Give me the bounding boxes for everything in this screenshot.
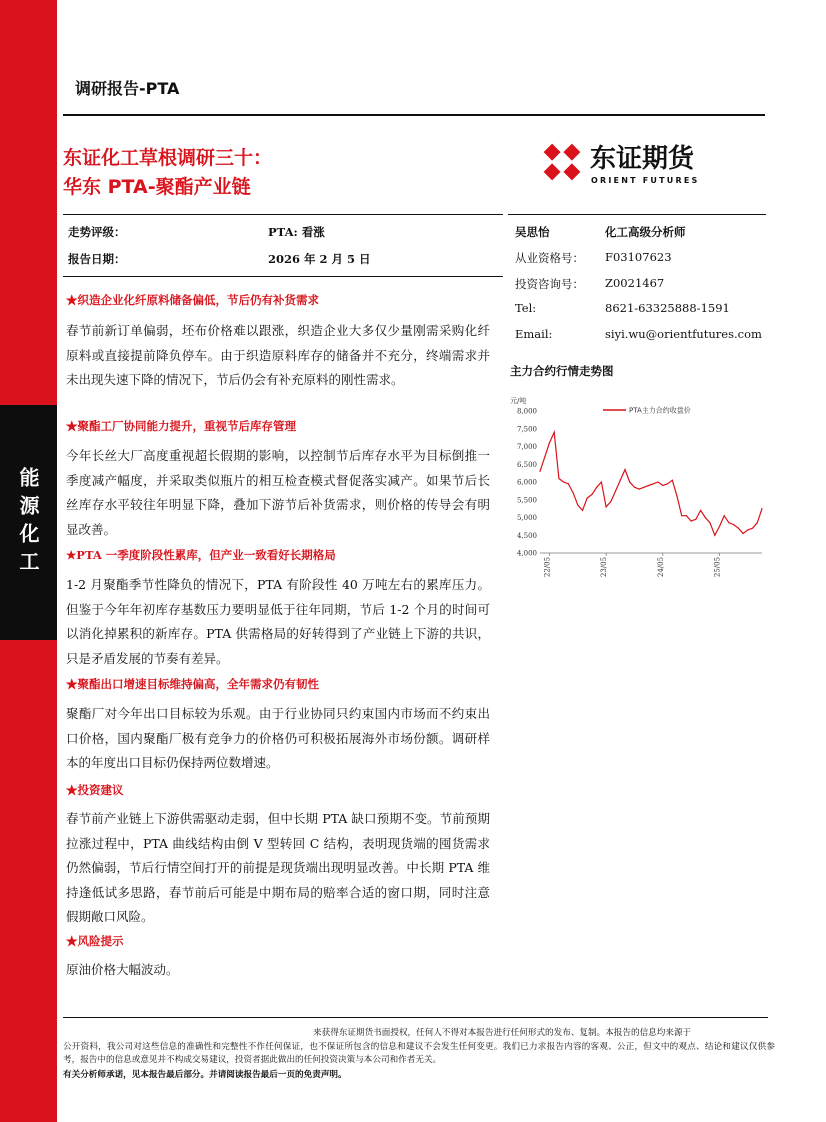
- section-heading: ★投资建议: [66, 783, 124, 797]
- price-point: [733, 524, 734, 525]
- analyst-title: 化工高级分析师: [605, 225, 686, 239]
- price-point: [724, 515, 725, 516]
- analyst-info-value: F03107623: [605, 250, 672, 264]
- report-type: 调研报告-PTA: [75, 79, 180, 98]
- price-point: [709, 522, 710, 523]
- y-tick-label: 6,000: [516, 478, 537, 487]
- price-point: [582, 510, 583, 511]
- date-label: 报告日期：: [68, 252, 126, 266]
- report-title: [63, 144, 272, 202]
- section-body: 聚酯厂对今年出口目标较为乐观。由于行业协同只约束国内市场而不约束出口价格，国内聚酯厂极有竞争力的价格仍可积极拓展海外市场份额。调研样本的年度出口目标仍保持两位数增速。: [66, 706, 490, 770]
- meta-divider-bottom: [63, 276, 503, 277]
- price-point: [686, 515, 687, 516]
- sector-label: 能源化工: [16, 466, 40, 579]
- price-point: [653, 483, 654, 484]
- section-heading: ★织造企业化纤原料储备偏低，节后仍有补货需求: [66, 293, 319, 307]
- y-tick-label: 4,500: [516, 531, 537, 540]
- logo-mark-icon: [538, 138, 728, 188]
- report-title-line1: 东证化工草根调研三十：: [63, 147, 273, 169]
- price-point: [667, 483, 668, 484]
- price-point: [639, 489, 640, 490]
- section-heading: ★风险提示: [66, 934, 124, 948]
- y-tick-label: 4,000: [516, 549, 537, 558]
- rating-label: 走势评级：: [68, 225, 126, 239]
- price-point: [728, 522, 729, 523]
- meta-divider-top: [63, 214, 503, 215]
- price-point: [752, 528, 753, 529]
- price-point: [606, 506, 607, 507]
- price-point: [601, 481, 602, 482]
- price-point: [743, 533, 744, 534]
- price-point: [610, 501, 611, 502]
- price-point: [544, 457, 545, 458]
- price-point: [695, 519, 696, 520]
- analyst-info-label: 投资咨询号：: [515, 277, 584, 291]
- analyst-info-label: Tel:: [515, 301, 537, 315]
- price-chart: [508, 393, 770, 589]
- rating-value: PTA: 看涨: [268, 225, 325, 239]
- x-tick-label: 25/05: [713, 556, 722, 578]
- y-tick-label: 7,000: [516, 443, 537, 451]
- report-title-line2: 华东 PTA-聚酯产业链: [63, 176, 251, 198]
- y-tick-label: 5,000: [516, 514, 537, 522]
- analyst-divider-top: [508, 214, 766, 215]
- chart-title: 主力合约行情走势图: [510, 364, 614, 378]
- price-point: [558, 478, 559, 479]
- logo-en-text: ORIENT FUTURES: [591, 176, 700, 185]
- analyst-email[interactable]: siyi.wu@orientfutures.com: [605, 327, 762, 341]
- price-point: [657, 481, 658, 482]
- price-point: [738, 528, 739, 529]
- y-tick-label: 6,500: [516, 460, 537, 469]
- section-body: 原油价格大幅波动。: [66, 962, 179, 977]
- pta-price-line: [540, 432, 762, 535]
- footer-divider: [63, 1017, 768, 1018]
- sector-band: [0, 405, 57, 640]
- analyst-info-value: 8621-63325888-1591: [605, 301, 730, 315]
- price-point: [539, 471, 540, 472]
- section-body: 春节前产业链上下游供需驱动走弱，但中长期 PTA 缺口预期不变。节前预期拉涨过程中，PTA 曲线结构由倒 V 型转回 C 结构，表明现货端的囤货需求仍然偏弱，节后行情空间打开的前提是现货端出现明显改善。中长期 PTA 维持逢低试多思路，春节前后可能是中期布局的赔率合适的窗口期，同时注意假期敞口风险。: [66, 811, 490, 924]
- x-tick-label: 22/05: [543, 556, 552, 578]
- section-body: 春节前新订单偏弱，坯布价格难以跟涨，织造企业大多仅少量刚需采购化纤原料或直接提前降负停车。由于织造原料库存的储备并不充分，终端需求并未出现失速下降的情况下，节后仍会有补充原料的刚性需求。: [66, 323, 490, 387]
- section-heading: ★聚酯工厂协同能力提升，重视节后库存管理: [66, 419, 296, 433]
- price-point: [572, 492, 573, 493]
- price-point: [587, 497, 588, 498]
- price-point: [757, 522, 758, 523]
- disclaimer: [63, 1027, 775, 1068]
- price-point: [676, 496, 677, 497]
- price-point: [591, 494, 592, 495]
- price-point: [681, 515, 682, 516]
- section-heading: ★聚酯出口增速目标维持偏高，全年需求仍有韧性: [66, 677, 319, 691]
- price-point: [624, 469, 625, 470]
- section-heading: ★PTA 一季度阶段性累库，但产业一致看好长期格局: [66, 548, 336, 562]
- analyst-info-label: Email:: [515, 327, 553, 341]
- price-point: [563, 481, 564, 482]
- price-point: [672, 480, 673, 481]
- price-point: [629, 481, 630, 482]
- analyst-info-label: 从业资格号：: [515, 251, 584, 265]
- header-divider-left: [63, 114, 503, 116]
- section-body: 今年长丝大厂高度重视超长假期的影响，以控制节后库存水平为目标倒推一季度减产幅度，并采取类似瓶片的相互检查模式督促落实减产。如果节后长丝库存水平较往年明显下降，叠加下游节后补货需求，则价格的传导会有明显改善。: [66, 448, 490, 537]
- price-point: [596, 487, 597, 488]
- y-tick-label: 8,000: [516, 407, 537, 416]
- price-point: [568, 483, 569, 484]
- analyst-info-value: Z0021467: [605, 276, 665, 290]
- analyst-commitment-note: 有关分析师承诺，见本报告最后部分。并请阅读报告最后一页的免责声明。: [63, 1070, 347, 1080]
- company-logo: [538, 138, 728, 188]
- price-point: [761, 508, 762, 509]
- price-point: [620, 480, 621, 481]
- price-point: [549, 442, 550, 443]
- header-divider-right: [500, 114, 765, 116]
- analyst-name: 吴思怡: [515, 225, 550, 239]
- logo-cn-text: 东证期货: [590, 144, 695, 174]
- price-point: [554, 432, 555, 433]
- price-point: [615, 490, 616, 491]
- y-tick-label: 5,500: [516, 496, 537, 505]
- disclaimer-rest: 公开资料，我公司对这些信息的准确性和完整性不作任何保证，也不保证所包含的信息和建议不会发生任何变更。我们已力求报告内容的客观、公正，但文中的观点、结论和建议仅供参考，报告中的信息或意见并不构成交易建议，投资者据此做出的任何投资决策与本公司和作者无关。: [63, 1041, 775, 1065]
- price-point: [719, 526, 720, 527]
- legend-label: PTA主力合约收盘价: [629, 406, 691, 415]
- price-point: [643, 487, 644, 488]
- price-point: [747, 529, 748, 530]
- price-point: [634, 487, 635, 488]
- disclaimer-first: 来获得东证期货书面授权，任何人不得对本报告进行任何形式的发布、复制。本报告的信息均来源于: [313, 1028, 692, 1038]
- price-point: [700, 510, 701, 511]
- price-chart-svg: [508, 393, 770, 589]
- price-point: [577, 504, 578, 505]
- x-tick-label: 23/05: [600, 556, 609, 578]
- price-point: [705, 517, 706, 518]
- price-point: [662, 485, 663, 486]
- section-body: 1-2 月聚酯季节性降负的情况下，PTA 有阶段性 40 万吨左右的累库压力。但鉴于今年年初库存基数压力要明显低于往年同期，节后 1-2 个月的时间可以消化掉累积的新库存。PTA 供需格局的好转得到了产业链上下游的共识，只是矛盾发展的节奏有差异。: [66, 577, 490, 666]
- price-point: [648, 485, 649, 486]
- x-tick-label: 24/05: [656, 556, 665, 578]
- y-axis-label: 元/吨: [510, 397, 527, 405]
- price-point: [691, 520, 692, 521]
- y-tick-label: 7,500: [516, 425, 537, 434]
- date-value: 2026 年 2 月 5 日: [268, 252, 371, 266]
- price-point: [714, 535, 715, 536]
